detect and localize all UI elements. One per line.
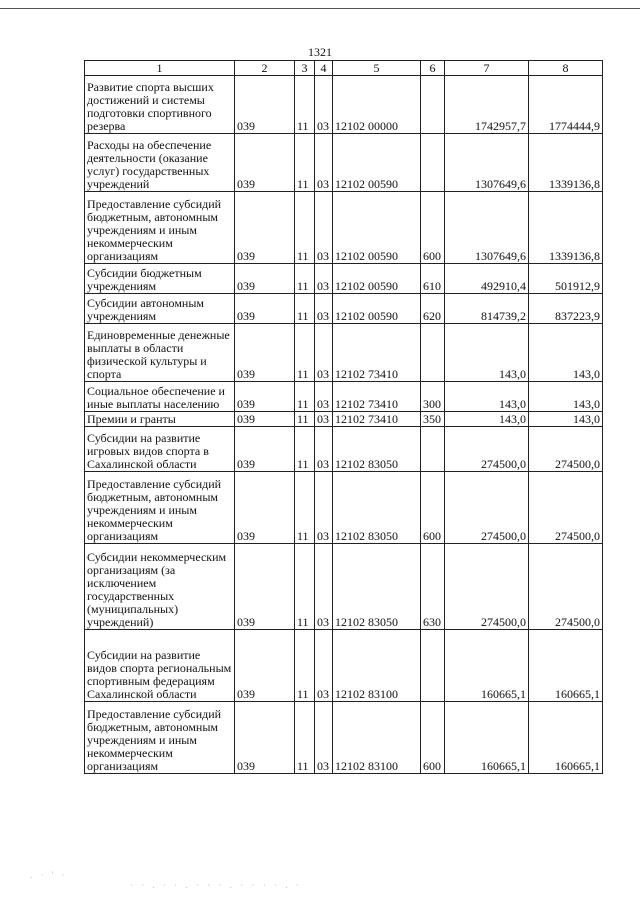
target-article-cell: 12102 83050: [333, 544, 421, 630]
vedomstvo-cell: 039: [235, 472, 295, 544]
target-article-cell: 12102 83100: [333, 702, 421, 774]
podrazdel-cell: 03: [315, 192, 333, 264]
podrazdel-cell: 03: [315, 427, 333, 472]
razdel-cell: 11: [295, 427, 315, 472]
razdel-cell: 11: [295, 412, 315, 427]
year1-amount-cell: 814739,2: [445, 294, 529, 324]
table-row: [85, 472, 603, 544]
expense-type-cell: [421, 76, 445, 134]
podrazdel-cell: 03: [315, 630, 333, 702]
row-name-cell: Субсидии на развитие игровых видов спорта в Сахалинской области: [85, 427, 235, 472]
target-article-cell: 12102 00590: [333, 294, 421, 324]
column-header: 7: [445, 61, 529, 76]
expense-type-cell: 610: [421, 264, 445, 294]
year2-amount-cell: 1339136,8: [529, 134, 603, 192]
table-row: [85, 192, 603, 264]
column-header: 5: [333, 61, 421, 76]
year2-amount-cell: 143,0: [529, 382, 603, 412]
target-article-cell: 12102 00590: [333, 192, 421, 264]
vedomstvo-cell: 039: [235, 382, 295, 412]
year2-amount-cell: 160665,1: [529, 630, 603, 702]
vedomstvo-cell: 039: [235, 324, 295, 382]
podrazdel-cell: 03: [315, 382, 333, 412]
scan-noise: · · . · · . · · · . · · · · . ·: [130, 880, 302, 890]
column-header: 4: [315, 61, 333, 76]
podrazdel-cell: 03: [315, 294, 333, 324]
year2-amount-cell: 501912,9: [529, 264, 603, 294]
year1-amount-cell: 1742957,7: [445, 76, 529, 134]
razdel-cell: 11: [295, 544, 315, 630]
year1-amount-cell: 1307649,6: [445, 134, 529, 192]
razdel-cell: 11: [295, 294, 315, 324]
year2-amount-cell: 160665,1: [529, 702, 603, 774]
year1-amount-cell: 492910,4: [445, 264, 529, 294]
vedomstvo-cell: 039: [235, 630, 295, 702]
year2-amount-cell: 274500,0: [529, 544, 603, 630]
page-number: 1321: [308, 45, 332, 59]
podrazdel-cell: 03: [315, 324, 333, 382]
expense-type-cell: [421, 427, 445, 472]
year2-amount-cell: 1339136,8: [529, 192, 603, 264]
budget-table: [84, 60, 603, 774]
expense-type-cell: [421, 324, 445, 382]
razdel-cell: 11: [295, 472, 315, 544]
razdel-cell: 11: [295, 264, 315, 294]
row-name-cell: Предоставление субсидий бюджетным, автономным учреждениям и иным некоммерческим организациям: [85, 472, 235, 544]
expense-type-cell: [421, 630, 445, 702]
target-article-cell: 12102 83050: [333, 427, 421, 472]
razdel-cell: 11: [295, 702, 315, 774]
year2-amount-cell: 143,0: [529, 324, 603, 382]
expense-type-cell: 600: [421, 702, 445, 774]
podrazdel-cell: 03: [315, 412, 333, 427]
vedomstvo-cell: 039: [235, 76, 295, 134]
razdel-cell: 11: [295, 192, 315, 264]
razdel-cell: 11: [295, 630, 315, 702]
expense-type-cell: 620: [421, 294, 445, 324]
column-header: 8: [529, 61, 603, 76]
column-number-row: [85, 61, 603, 76]
table-row: [85, 382, 603, 412]
expense-type-cell: 600: [421, 472, 445, 544]
razdel-cell: 11: [295, 382, 315, 412]
year1-amount-cell: 274500,0: [445, 544, 529, 630]
year2-amount-cell: 1774444,9: [529, 76, 603, 134]
row-name-cell: Субсидии некоммерческим организациям (за исключением государственных (муниципальных) учреждений): [85, 544, 235, 630]
row-name-cell: Субсидии бюджетным учреждениям: [85, 264, 235, 294]
row-name-cell: Премии и гранты: [85, 412, 235, 427]
podrazdel-cell: 03: [315, 544, 333, 630]
table-row: [85, 412, 603, 427]
table-row: [85, 630, 603, 702]
row-name-cell: Предоставление субсидий бюджетным, автономным учреждениям и иным некоммерческим организациям: [85, 192, 235, 264]
table-row: [85, 264, 603, 294]
vedomstvo-cell: 039: [235, 412, 295, 427]
year1-amount-cell: 274500,0: [445, 427, 529, 472]
year2-amount-cell: 837223,9: [529, 294, 603, 324]
year2-amount-cell: 143,0: [529, 412, 603, 427]
year1-amount-cell: 160665,1: [445, 702, 529, 774]
year2-amount-cell: 274500,0: [529, 427, 603, 472]
expense-type-cell: 300: [421, 382, 445, 412]
target-article-cell: 12102 73410: [333, 412, 421, 427]
podrazdel-cell: 03: [315, 264, 333, 294]
scan-noise: . · ' ·: [30, 870, 68, 880]
vedomstvo-cell: 039: [235, 702, 295, 774]
top-rule: [0, 8, 640, 9]
table-row: [85, 427, 603, 472]
target-article-cell: 12102 83100: [333, 630, 421, 702]
expense-type-cell: 600: [421, 192, 445, 264]
vedomstvo-cell: 039: [235, 544, 295, 630]
vedomstvo-cell: 039: [235, 427, 295, 472]
table-row: [85, 702, 603, 774]
target-article-cell: 12102 83050: [333, 472, 421, 544]
expense-type-cell: [421, 134, 445, 192]
year1-amount-cell: 143,0: [445, 412, 529, 427]
target-article-cell: 12102 00590: [333, 264, 421, 294]
column-header: 6: [421, 61, 445, 76]
year1-amount-cell: 1307649,6: [445, 192, 529, 264]
vedomstvo-cell: 039: [235, 264, 295, 294]
podrazdel-cell: 03: [315, 472, 333, 544]
table-row: [85, 294, 603, 324]
target-article-cell: 12102 00000: [333, 76, 421, 134]
podrazdel-cell: 03: [315, 702, 333, 774]
year1-amount-cell: 160665,1: [445, 630, 529, 702]
year1-amount-cell: 143,0: [445, 382, 529, 412]
table-row: [85, 134, 603, 192]
table-row: [85, 76, 603, 134]
target-article-cell: 12102 00590: [333, 134, 421, 192]
column-header: 2: [235, 61, 295, 76]
vedomstvo-cell: 039: [235, 134, 295, 192]
year2-amount-cell: 274500,0: [529, 472, 603, 544]
row-name-cell: Субсидии автономным учреждениям: [85, 294, 235, 324]
row-name-cell: Предоставление субсидий бюджетным, автономным учреждениям и иным некоммерческим организациям: [85, 702, 235, 774]
vedomstvo-cell: 039: [235, 192, 295, 264]
expense-type-cell: 350: [421, 412, 445, 427]
row-name-cell: Субсидии на развитие видов спорта региональным спортивным федерациям Сахалинской области: [85, 630, 235, 702]
razdel-cell: 11: [295, 76, 315, 134]
podrazdel-cell: 03: [315, 76, 333, 134]
target-article-cell: 12102 73410: [333, 382, 421, 412]
table-row: [85, 544, 603, 630]
podrazdel-cell: 03: [315, 134, 333, 192]
column-header: 3: [295, 61, 315, 76]
row-name-cell: Единовременные денежные выплаты в области физической культуры и спорта: [85, 324, 235, 382]
row-name-cell: Расходы на обеспечение деятельности (оказание услуг) государственных учреждений: [85, 134, 235, 192]
year1-amount-cell: 143,0: [445, 324, 529, 382]
razdel-cell: 11: [295, 134, 315, 192]
vedomstvo-cell: 039: [235, 294, 295, 324]
row-name-cell: Социальное обеспечение и иные выплаты населению: [85, 382, 235, 412]
expense-type-cell: 630: [421, 544, 445, 630]
column-header: 1: [85, 61, 235, 76]
target-article-cell: 12102 73410: [333, 324, 421, 382]
table-row: [85, 324, 603, 382]
row-name-cell: Развитие спорта высших достижений и системы подготовки спортивного резерва: [85, 76, 235, 134]
razdel-cell: 11: [295, 324, 315, 382]
year1-amount-cell: 274500,0: [445, 472, 529, 544]
